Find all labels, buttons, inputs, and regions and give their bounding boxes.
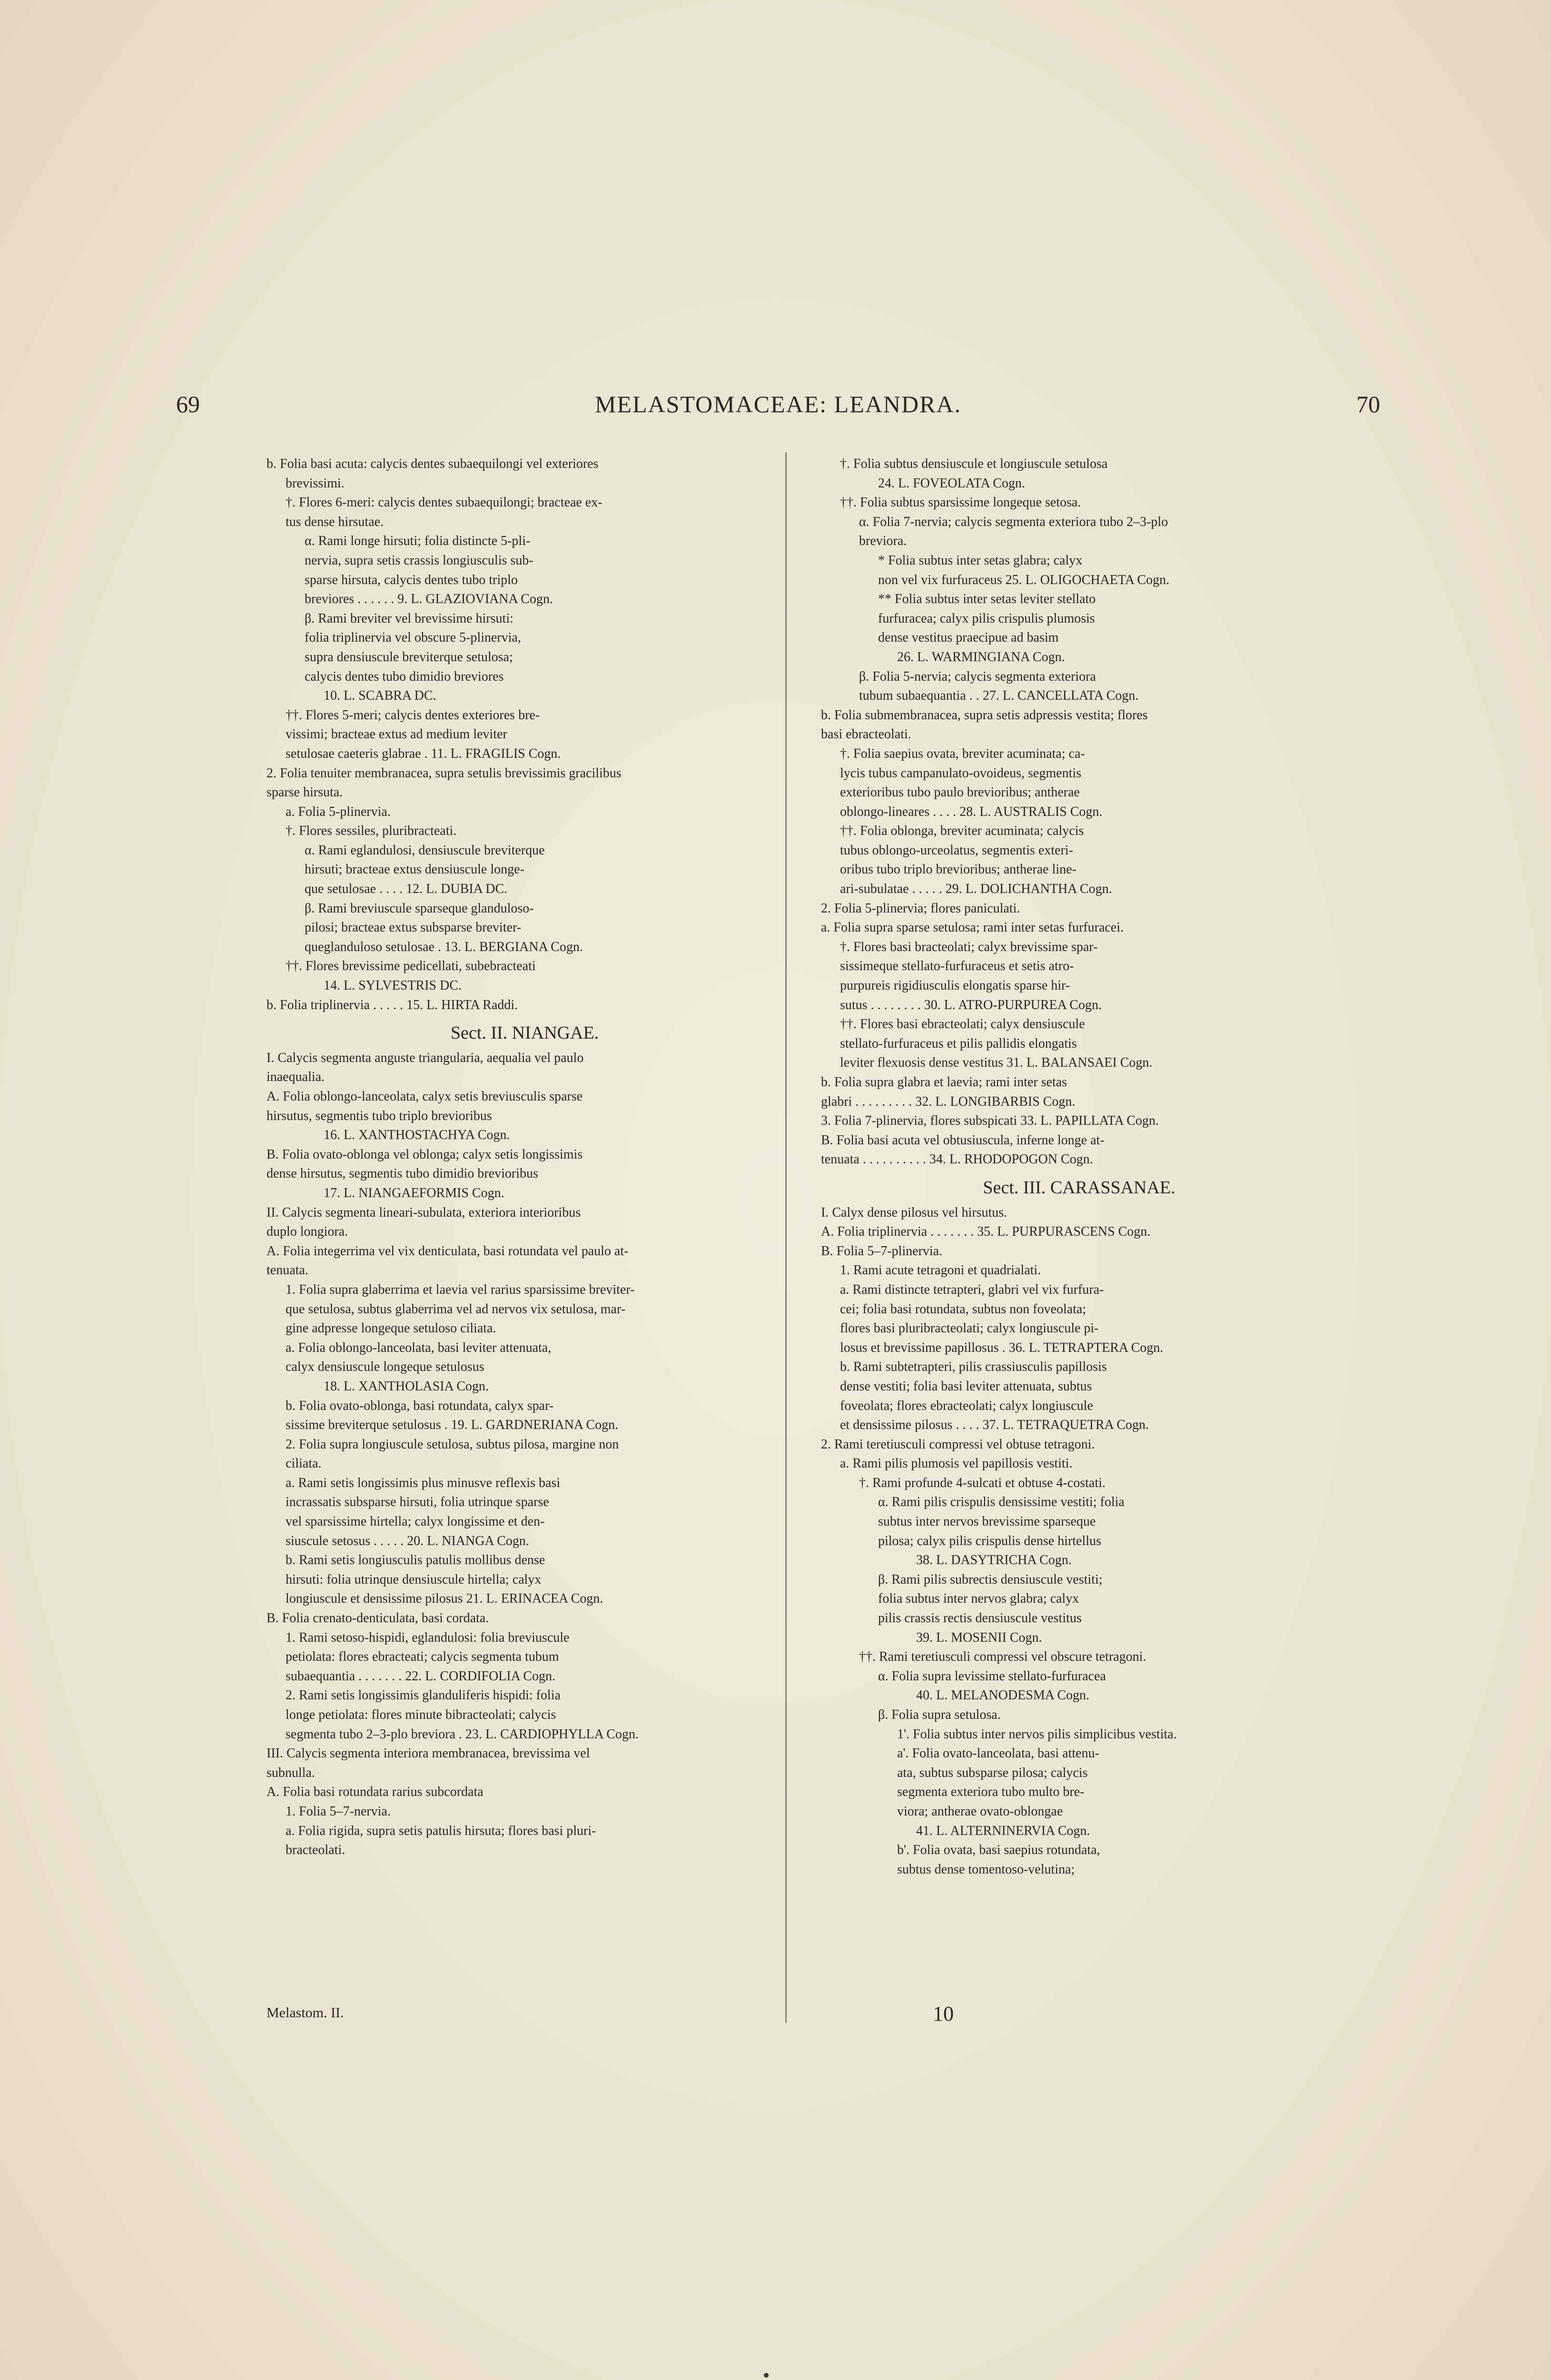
- key-line: segmenta exteriora tubo multo bre-: [897, 1785, 1085, 1800]
- key-line: flores basi pluribracteolati; calyx longiuscule pi-: [840, 1321, 1099, 1336]
- key-line: b. Folia submembranacea, supra setis adpressis vestita; flores: [821, 707, 1148, 723]
- key-line: b'. Folia ovata, basi saepius rotundata,: [897, 1843, 1100, 1858]
- key-line: †. Folia subtus densiuscule et longiuscule setulosa: [840, 456, 1108, 471]
- key-line: dense vestitus praecipue ad basim: [878, 630, 1059, 645]
- key-line: incrassatis subsparse hirsuti, folia utrinque sparse: [286, 1495, 549, 1510]
- key-line: a. Folia rigida, supra setis patulis hirsuta; flores basi pluri-: [286, 1823, 596, 1838]
- key-line: subtus dense tomentoso-velutina;: [897, 1862, 1075, 1877]
- key-line: pilosi; bracteae extus subsparse breviter-: [305, 920, 522, 935]
- right-column: [821, 455, 1337, 1879]
- section-heading: Sect. II. NIANGAE.: [450, 1023, 599, 1043]
- key-line: 41. L. ALTERNINERVIA Cogn.: [916, 1823, 1090, 1838]
- key-line: non vel vix furfuraceus 25. L. OLIGOCHAETA Cogn.: [878, 572, 1170, 587]
- key-line: 1. Rami setoso-hispidi, eglandulosi: folia breviuscule: [286, 1630, 570, 1645]
- key-line: pilis crassis rectis densiuscule vestitus: [878, 1611, 1082, 1626]
- key-line: 2. Folia supra longiuscule setulosa, subtus pilosa, margine non: [286, 1437, 619, 1452]
- key-line: 40. L. MELANODESMA Cogn.: [916, 1688, 1090, 1703]
- key-line: sutus . . . . . . . . 30. L. ATRO-PURPUREA Cogn.: [840, 997, 1102, 1012]
- key-line: 2. Rami teretiusculi compressi vel obtuse tetragoni.: [821, 1437, 1095, 1452]
- key-line: a. Folia supra sparse setulosa; rami inter setas furfuracei.: [821, 920, 1124, 935]
- key-line: bracteolati.: [286, 1843, 346, 1858]
- key-line: †. Folia saepius ovata, breviter acuminata; ca-: [840, 746, 1085, 761]
- right-page-number: 70: [1356, 391, 1380, 417]
- key-line: dense hirsutus, segmentis tubo dimidio brevioribus: [267, 1166, 538, 1181]
- key-line: hirsuti: folia utrinque densiuscule hirtella; calyx: [286, 1572, 542, 1587]
- key-line: subnulla.: [267, 1765, 315, 1780]
- key-line: 1. Folia supra glaberrima et laevia vel rarius sparsissime breviter-: [286, 1282, 635, 1297]
- scan-speck: [764, 2373, 769, 2378]
- key-line: 39. L. MOSENII Cogn.: [916, 1630, 1042, 1645]
- key-line: B. Folia 5–7-plinervia.: [821, 1243, 943, 1259]
- key-line: hirsutus, segmentis tubo triplo brevioribus: [267, 1108, 492, 1123]
- running-title: MELASTOMACEAE: LEANDRA.: [594, 391, 962, 417]
- key-line: longiuscule et densissime pilosus 21. L. ERINACEA Cogn.: [286, 1591, 603, 1606]
- key-line: a. Rami distincte tetrapteri, glabri vel vix furfura-: [840, 1282, 1104, 1297]
- key-line: A. Folia integerrima vel vix denticulata, basi rotundata vel paulo at-: [267, 1243, 629, 1259]
- key-line: subaequantia . . . . . . . 22. L. CORDIFOLIA Cogn.: [286, 1668, 555, 1684]
- key-line: 14. L. SYLVESTRIS DC.: [324, 978, 462, 993]
- key-line: α. Rami longe hirsuti; folia distincte 5-pli-: [305, 534, 531, 549]
- key-line: tubum subaequantia . . 27. L. CANCELLATA Cogn.: [859, 688, 1139, 704]
- key-line: b. Folia basi acuta: calycis dentes subaequilongi vel exteriores: [267, 456, 599, 471]
- key-line: gine adpresse longeque setuloso ciliata.: [286, 1321, 496, 1336]
- key-line: ata, subtus subsparse pilosa; calycis: [897, 1765, 1088, 1780]
- key-line: viora; antherae ovato-oblongae: [897, 1804, 1063, 1819]
- key-line: a'. Folia ovato-lanceolata, basi attenu-: [897, 1746, 1099, 1761]
- key-line: basi ebracteolati.: [821, 727, 911, 742]
- key-line: foveolata; flores ebracteolati; calyx longiuscule: [840, 1398, 1093, 1413]
- key-line: exterioribus tubo paulo brevioribus; antherae: [840, 785, 1080, 800]
- key-line: I. Calycis segmenta anguste triangularia, aequalia vel paulo: [267, 1050, 584, 1065]
- key-line: a. Folia 5-plinervia.: [286, 804, 391, 819]
- key-line: 24. L. FOVEOLATA Cogn.: [878, 476, 1025, 491]
- key-line: siuscule setosus . . . . . 20. L. NIANGA Cogn.: [286, 1533, 529, 1548]
- key-line: sparse hirsuta, calycis dentes tubo triplo: [305, 572, 518, 587]
- key-line: α. Folia supra levissime stellato-furfuracea: [878, 1668, 1106, 1684]
- key-line: que setulosa, subtus glaberrima vel ad nervos vix setulosa, mar-: [286, 1301, 626, 1317]
- key-line: cei; folia basi rotundata, subtus non foveolata;: [840, 1301, 1087, 1317]
- section-heading: Sect. III. CARASSANAE.: [983, 1177, 1176, 1198]
- key-line: calycis dentes tubo dimidio breviores: [305, 669, 504, 684]
- key-line: b. Rami setis longiusculis patulis mollibus dense: [286, 1553, 545, 1568]
- key-line: tubus oblongo-urceolatus, segmentis exteri-: [840, 843, 1073, 858]
- key-line: subtus inter nervos brevissime sparseque: [878, 1514, 1096, 1529]
- key-line: 17. L. NIANGAEFORMIS Cogn.: [324, 1185, 504, 1200]
- key-line: furfuracea; calyx pilis crispulis plumosis: [878, 611, 1095, 626]
- key-line: stellato-furfuraceus et pilis pallidis elongatis: [840, 1036, 1077, 1051]
- key-line: 18. L. XANTHOLASIA Cogn.: [324, 1378, 489, 1394]
- key-line: b. Folia triplinervia . . . . . 15. L. HIRTA Raddi.: [267, 997, 518, 1012]
- key-line: B. Folia crenato-denticulata, basi cordata.: [267, 1611, 489, 1626]
- key-line: α. Rami pilis crispulis densissime vestiti; folia: [878, 1495, 1125, 1510]
- key-line: β. Folia 5-nervia; calycis segmenta exteriora: [859, 669, 1096, 684]
- key-line: ††. Flores 5-meri; calycis dentes exteriores bre-: [286, 707, 540, 723]
- key-line: 10. L. SCABRA DC.: [324, 688, 436, 704]
- key-line: 38. L. DASYTRICHA Cogn.: [916, 1553, 1072, 1568]
- key-line: β. Folia supra setulosa.: [878, 1707, 1001, 1722]
- key-line: tenuata.: [267, 1263, 308, 1278]
- left-column: [267, 455, 783, 1860]
- key-line: tenuata . . . . . . . . . . 34. L. RHODOPOGON Cogn.: [821, 1152, 1093, 1167]
- key-line: a. Rami setis longissimis plus minusve reflexis basi: [286, 1475, 561, 1490]
- key-line: 2. Folia 5-plinervia; flores paniculati.: [821, 901, 1020, 916]
- key-line: breviora.: [859, 534, 907, 549]
- key-line: petiolata: flores ebracteati; calycis segmenta tubum: [286, 1649, 559, 1665]
- key-line: ciliata.: [286, 1456, 322, 1471]
- key-line: vissimi; bracteae extus ad medium leviter: [286, 727, 507, 742]
- key-line: segmenta tubo 2–3-plo breviora . 23. L. CARDIOPHYLLA Cogn.: [286, 1726, 639, 1742]
- key-line: ††. Folia subtus sparsissime longeque setosa.: [840, 495, 1081, 510]
- key-line: 1. Folia 5–7-nervia.: [286, 1804, 391, 1819]
- key-line: †. Flores 6-meri: calycis dentes subaequilongi; bracteae ex-: [286, 495, 603, 510]
- key-line: tus dense hirsutae.: [286, 514, 384, 529]
- key-line: B. Folia ovato-oblonga vel oblonga; calyx setis longissimis: [267, 1147, 583, 1162]
- key-line: II. Calycis segmenta lineari-subulata, exteriora interioribus: [267, 1205, 581, 1220]
- key-line: 2. Rami setis longissimis glanduliferis hispidi: folia: [286, 1688, 561, 1703]
- key-line: β. Rami breviuscule sparseque glanduloso-: [305, 901, 534, 916]
- key-line: brevissimi.: [286, 476, 345, 491]
- key-line: B. Folia basi acuta vel obtusiuscula, inferne longe at-: [821, 1132, 1105, 1148]
- key-line: * Folia subtus inter setas glabra; calyx: [878, 553, 1083, 568]
- key-line: purpureis rigidiusculis elongatis sparse hir-: [840, 978, 1070, 993]
- page-header: [176, 390, 1380, 428]
- key-line: ††. Folia oblonga, breviter acuminata; calycis: [840, 823, 1084, 839]
- key-line: †. Flores basi bracteolati; calyx brevissime spar-: [840, 939, 1098, 954]
- left-page-number: 69: [176, 391, 200, 417]
- key-line: A. Folia triplinervia . . . . . . . 35. L. PURPURASCENS Cogn.: [821, 1224, 1151, 1240]
- key-line: β. Rami breviter vel brevissime hirsuti:: [305, 611, 514, 626]
- key-line: lycis tubus campanulato-ovoideus, segmentis: [840, 765, 1082, 781]
- key-line: b. Folia ovato-oblonga, basi rotundata, calyx spar-: [286, 1398, 554, 1413]
- sheet-number: 10: [933, 2002, 954, 2025]
- key-line: folia triplinervia vel obscure 5-plinervia,: [305, 630, 521, 645]
- key-line: †. Flores sessiles, pluribracteati.: [286, 823, 457, 839]
- key-line: I. Calyx dense pilosus vel hirsutus.: [821, 1205, 1008, 1220]
- key-line: setulosae caeteris glabrae . 11. L. FRAGILIS Cogn.: [286, 746, 561, 761]
- key-line: ari-subulatae . . . . . 29. L. DOLICHANTHA Cogn.: [840, 882, 1112, 897]
- key-line: pilosa; calyx pilis crispulis dense hirtellus: [878, 1533, 1101, 1548]
- key-line: α. Folia 7-nervia; calycis segmenta exteriora tubo 2–3-plo: [859, 514, 1168, 529]
- key-line: dense vestiti; folia basi leviter attenuata, subtus: [840, 1378, 1092, 1394]
- key-line: sissimeque stellato-furfuraceus et setis atro-: [840, 959, 1074, 974]
- key-line: b. Folia supra glabra et laevia; rami inter setas: [821, 1075, 1067, 1090]
- key-line: queglanduloso setulosae . 13. L. BERGIANA Cogn.: [305, 939, 583, 954]
- key-line: et densissime pilosus . . . . 37. L. TETRAQUETRA Cogn.: [840, 1418, 1149, 1433]
- key-line: inaequalia.: [267, 1070, 325, 1085]
- key-line: a. Folia oblongo-lanceolata, basi leviter attenuata,: [286, 1340, 552, 1355]
- key-line: b. Rami subtetrapteri, pilis crassiusculis papillosis: [840, 1359, 1107, 1375]
- key-line: 16. L. XANTHOSTACHYA Cogn.: [324, 1128, 510, 1143]
- key-line: a. Rami pilis plumosis vel papillosis vestiti.: [840, 1456, 1073, 1471]
- key-line: α. Rami eglandulosi, densiuscule breviterque: [305, 843, 545, 858]
- key-line: losus et brevissime papillosus . 36. L. TETRAPTERA Cogn.: [840, 1340, 1164, 1355]
- key-line: 1. Rami acute tetragoni et quadrialati.: [840, 1263, 1041, 1278]
- key-line: 1'. Folia subtus inter nervos pilis simplicibus vestita.: [897, 1726, 1177, 1742]
- key-line: supra densiuscule breviterque setulosa;: [305, 649, 513, 664]
- key-line: oribus tubo triplo brevioribus; antherae line-: [840, 862, 1077, 877]
- column-divider: [785, 452, 787, 2023]
- key-line: †. Rami profunde 4-sulcati et obtuse 4-costati.: [859, 1475, 1106, 1490]
- key-line: leviter flexuosis dense vestitus 31. L. BALANSAEI Cogn.: [840, 1055, 1153, 1071]
- key-line: ††. Rami teretiusculi compressi vel obscure tetragoni.: [859, 1649, 1146, 1665]
- key-line: β. Rami pilis subrectis densiuscule vestiti;: [878, 1572, 1103, 1587]
- key-line: glabri . . . . . . . . . 32. L. LONGIBARBIS Cogn.: [821, 1094, 1076, 1109]
- key-line: ** Folia subtus inter setas leviter stellato: [878, 592, 1096, 607]
- key-line: A. Folia oblongo-lanceolata, calyx setis breviusculis sparse: [267, 1089, 583, 1104]
- key-line: calyx densiuscule longeque setulosus: [286, 1359, 484, 1375]
- key-line: 3. Folia 7-plinervia, flores subspicati 33. L. PAPILLATA Cogn.: [821, 1113, 1159, 1129]
- key-line: folia subtus inter nervos glabra; calyx: [878, 1591, 1079, 1606]
- key-line: que setulosae . . . . 12. L. DUBIA DC.: [305, 882, 508, 897]
- key-line: breviores . . . . . . 9. L. GLAZIOVIANA Cogn.: [305, 592, 553, 607]
- key-line: duplo longiora.: [267, 1224, 348, 1240]
- key-line: hirsuti; bracteae extus densiuscule longe-: [305, 862, 524, 877]
- key-line: 26. L. WARMINGIANA Cogn.: [897, 649, 1065, 664]
- key-line: A. Folia basi rotundata rarius subcordata: [267, 1785, 484, 1800]
- key-line: oblongo-lineares . . . . 28. L. AUSTRALIS Cogn.: [840, 804, 1103, 819]
- key-line: longe petiolata: flores minute bibracteolati; calycis: [286, 1707, 556, 1722]
- key-line: ††. Flores brevissime pedicellati, subebracteati: [286, 959, 536, 974]
- key-line: 2. Folia tenuiter membranacea, supra setulis brevissimis gracilibus: [267, 765, 622, 781]
- key-line: ††. Flores basi ebracteolati; calyx densiuscule: [840, 1017, 1085, 1032]
- key-line: nervia, supra setis crassis longiusculis sub-: [305, 553, 533, 568]
- key-line: sparse hirsuta.: [267, 785, 343, 800]
- key-line: vel sparsissime hirtella; calyx longissime et den-: [286, 1514, 545, 1529]
- key-line: III. Calycis segmenta interiora membranacea, brevissima vel: [267, 1746, 590, 1761]
- key-line: sissime breviterque setulosus . 19. L. GARDNERIANA Cogn.: [286, 1418, 619, 1433]
- footer-signature: Melastom. II.: [267, 2005, 344, 2021]
